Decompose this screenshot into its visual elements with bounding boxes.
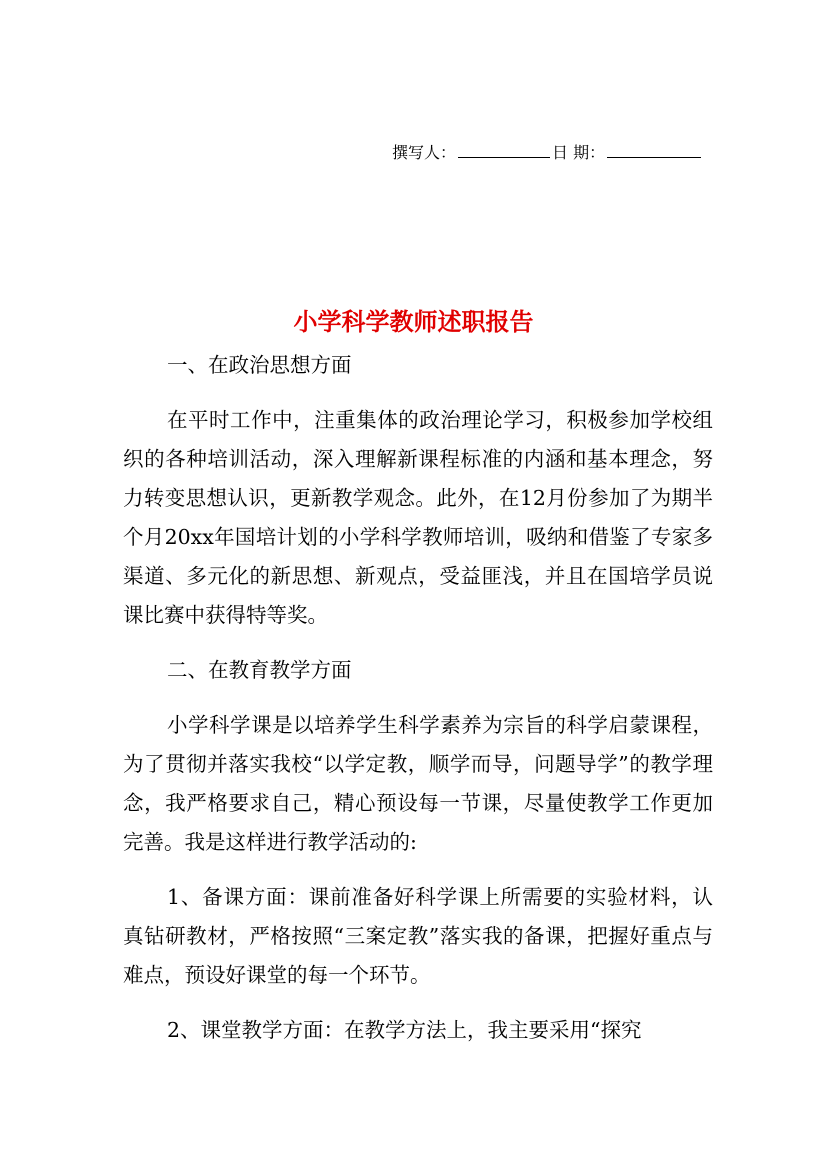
section1-heading: 一、在政治思想方面 <box>167 353 352 377</box>
author-blank <box>458 143 550 158</box>
date-blank <box>607 143 701 158</box>
document-body <box>123 346 713 1050</box>
date-label: 日 期： <box>552 143 606 162</box>
document-title: 小学科学教师述职报告 <box>293 307 534 336</box>
item2-paragraph: 2、课堂教学方面：在教学方法上，我主要采用“探究 <box>167 1018 642 1042</box>
section2-heading: 二、在教育教学方面 <box>167 658 352 682</box>
author-date-line <box>392 142 703 164</box>
item1-paragraph: 1、备课方面：课前准备好科学课上所需要的实验材料，认真钻研教材，严格按照“三案定教”落实我的备课，把握好重点与难点，预设好课堂的每一个环节。 <box>123 885 713 987</box>
section1-paragraph: 在平时工作中，注重集体的政治理论学习，积极参加学校组织的各种培训活动，深入理解新课程标准的内涵和基本理念，努力转变思想认识，更新教学观念。此外，在12月份参加了为期半个月20xx年国培计划的小学科学教师培训，吸纳和借鉴了专家多渠道、多元化的新思想、新观点，受益匪浅，并且在国培学员说课比赛中获得特等奖。 <box>123 408 713 627</box>
author-label: 撰写人： <box>392 143 457 162</box>
section2-paragraph: 小学科学课是以培养学生科学素养为宗旨的科学启蒙课程，为了贯彻并落实我校“以学定教，顺学而导，问题导学”的教学理念，我严格要求自己，精心预设每一节课，尽量使教学工作更加完善。我是这样进行教学活动的: <box>123 713 713 854</box>
